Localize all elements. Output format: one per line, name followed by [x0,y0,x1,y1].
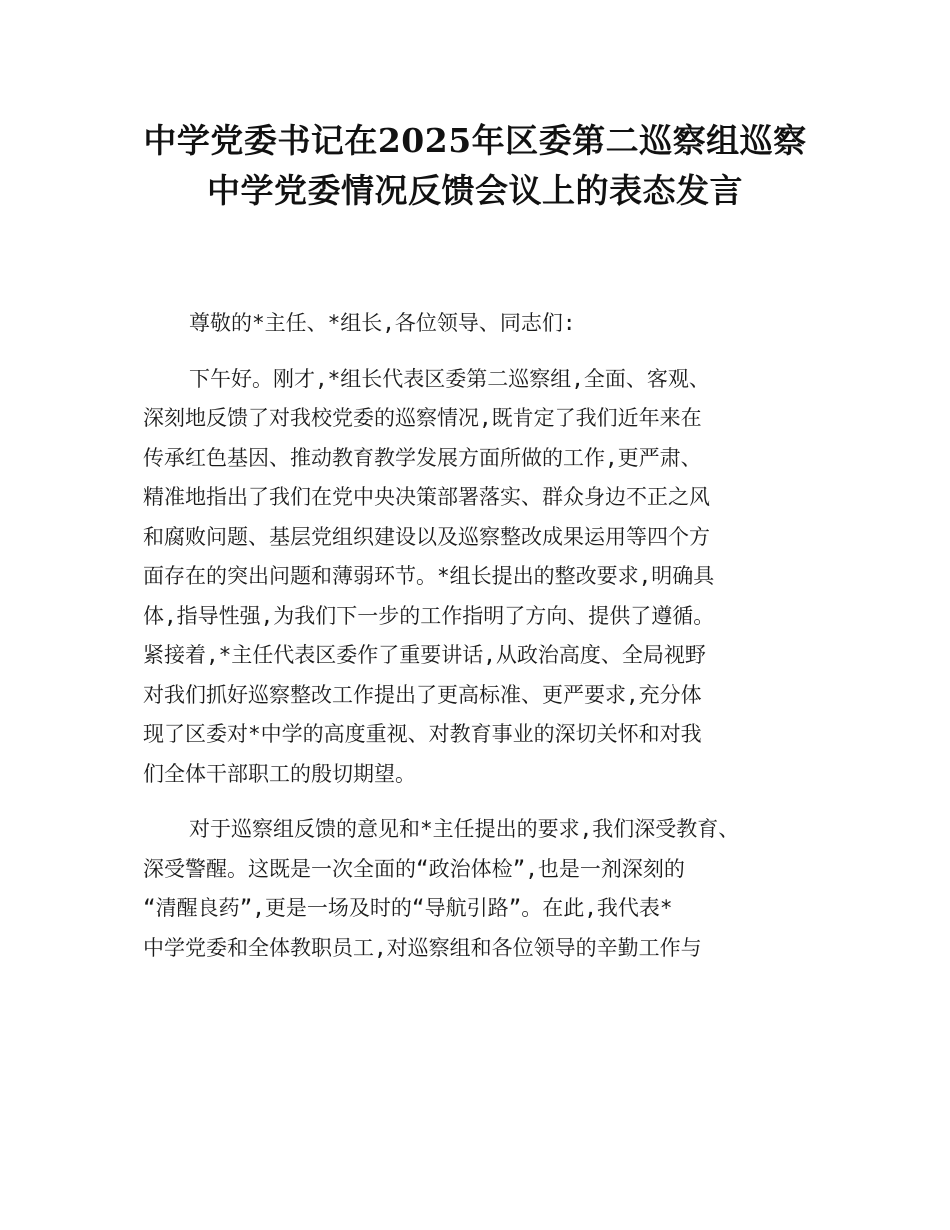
salutation: 尊敬的*主任、*组长,各位领导、同志们: [189,311,576,335]
title-line-2: 中学党委情况反馈会议上的表态发言 [207,171,743,210]
paragraph-line: 下午好。刚才,*组长代表区委第二巡察组,全面、客观、 [189,366,710,391]
paragraph-line: 们全体干部职工的殷切期望。 [143,761,416,786]
title-line-1: 中学党委书记在2025年区委第二巡察组巡察 [143,121,807,160]
paragraph-line: 传承红色基因、推动教育教学发展方面所做的工作,更严肃、 [143,445,702,470]
salutation-paragraph [143,304,833,344]
paragraph-2 [143,810,833,968]
paragraph-line: 深受警醒。这既是一次全面的“政治体检”,也是一剂深刻的 [143,856,685,881]
paragraph-line: 对我们抓好巡察整改工作提出了更高标准、更严要求,充分体 [143,682,702,707]
paragraph-1 [143,360,833,795]
paragraph-line: 面存在的突出问题和薄弱环节。*组长提出的整改要求,明确具 [143,564,715,588]
paragraph-line: 中学党委和全体教职员工,对巡察组和各位领导的辛勤工作与 [143,935,702,960]
document-body [143,304,833,968]
paragraph-line: “清醒良药”,更是一场及时的“导航引路”。在此,我代表* [143,896,673,920]
paragraph-line: 和腐败问题、基层党组织建设以及巡察整改成果运用等四个方 [143,524,710,549]
paragraph-line: 对于巡察组反馈的意见和*主任提出的要求,我们深受教育、 [189,817,740,841]
paragraph-line: 紧接着,*主任代表区委作了重要讲话,从政治高度、全局视野 [143,643,706,667]
paragraph-line: 深刻地反馈了对我校党委的巡察情况,既肯定了我们近年来在 [143,406,702,430]
document-title [0,116,950,216]
paragraph-line: 体,指导性强,为我们下一步的工作指明了方向、提供了遵循。 [143,603,715,628]
paragraph-line: 现了区委对*中学的高度重视、对教育事业的深切关怀和对我 [143,722,702,746]
paragraph-line: 精准地指出了我们在党中央决策部署落实、群众身边不正之风 [143,485,710,509]
